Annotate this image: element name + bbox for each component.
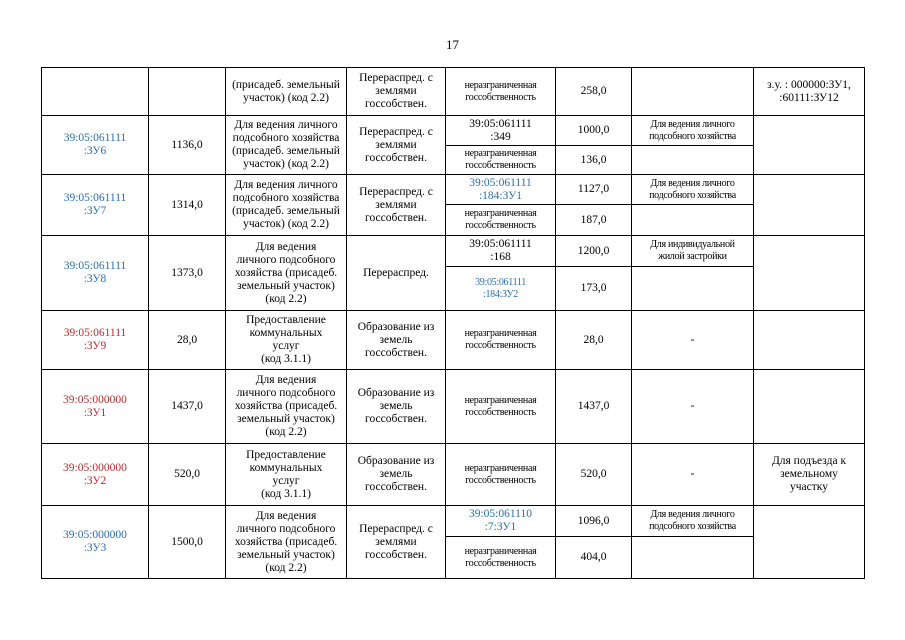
permitted-use-cell: Для ведения личного подсобного хозяйства (присадеб. земельный участок) (код 2.2) <box>226 175 347 236</box>
permitted-use-cell: Предоставление коммунальных услуг (код 3.1.1) <box>226 444 347 506</box>
plot-area-cell: 1500,0 <box>149 506 226 579</box>
formation-method-cell: Перераспред. с землями госсобствен. <box>347 116 446 175</box>
table-row <box>42 236 865 267</box>
note-cell <box>754 506 865 579</box>
source-area-cell: 1096,0 <box>556 506 632 537</box>
page-number: 17 <box>446 37 459 52</box>
note-cell <box>754 175 865 236</box>
source-area-cell: 1000,0 <box>556 116 632 146</box>
table-row <box>42 68 865 116</box>
source-use-cell <box>632 267 754 311</box>
plot-id-cell: 39:05:061111 :ЗУ6 <box>42 116 149 175</box>
permitted-use-cell: Для ведения личного подсобного хозяйства (присадеб. земельный участок) (код 2.2) <box>226 236 347 311</box>
permitted-use-cell: Для ведения личного подсобного хозяйства (присадеб. земельный участок) (код 2.2) <box>226 116 347 175</box>
source-use-cell <box>632 205 754 236</box>
permitted-use-cell: Предоставление коммунальных услуг (код 3.1.1) <box>226 311 347 370</box>
plot-id-cell: 39:05:061111 :ЗУ8 <box>42 236 149 311</box>
source-plot-cell: 39:05:061111 :184:ЗУ2 <box>446 267 556 311</box>
note-cell: з.у. : 000000:ЗУ1, :60111:ЗУ12 <box>754 68 865 116</box>
source-use-cell: - <box>632 444 754 506</box>
source-area-cell: 1127,0 <box>556 175 632 205</box>
plot-area-cell: 1314,0 <box>149 175 226 236</box>
formation-method-cell: Перераспред. с землями госсобствен. <box>347 68 446 116</box>
source-plot-cell: 39:05:061110 :7:ЗУ1 <box>446 506 556 537</box>
table-row <box>42 116 865 146</box>
source-use-cell: Для индивидуальной жилой застройки <box>632 236 754 267</box>
table-row <box>42 444 865 506</box>
formation-method-cell: Перераспред. <box>347 236 446 311</box>
note-cell <box>754 370 865 444</box>
source-use-cell <box>632 146 754 175</box>
plot-id-cell: 39:05:061111 :ЗУ7 <box>42 175 149 236</box>
permitted-use-cell: Для ведения личного подсобного хозяйства (присадеб. земельный участок) (код 2.2) <box>226 370 347 444</box>
source-use-cell: - <box>632 370 754 444</box>
source-plot-cell: 39:05:061111 :184:ЗУ1 <box>446 175 556 205</box>
note-cell <box>754 116 865 175</box>
source-plot-cell: неразграниченная госсобственность <box>446 537 556 579</box>
plot-id-cell: 39:05:000000 :ЗУ2 <box>42 444 149 506</box>
formation-method-cell: Перераспред. с землями госсобствен. <box>347 175 446 236</box>
source-use-cell: Для ведения личного подсобного хозяйства <box>632 116 754 146</box>
source-area-cell: 520,0 <box>556 444 632 506</box>
source-plot-cell: неразграниченная госсобственность <box>446 68 556 116</box>
land-plots-table <box>41 67 865 579</box>
formation-method-cell: Образование из земель госсобствен. <box>347 444 446 506</box>
source-area-cell: 258,0 <box>556 68 632 116</box>
source-area-cell: 1200,0 <box>556 236 632 267</box>
plot-area-cell: 1373,0 <box>149 236 226 311</box>
source-area-cell: 28,0 <box>556 311 632 370</box>
formation-method-cell: Перераспред. с землями госсобствен. <box>347 506 446 579</box>
source-plot-cell: неразграниченная госсобственность <box>446 311 556 370</box>
plot-area-cell <box>149 68 226 116</box>
source-plot-cell: 39:05:061111 :168 <box>446 236 556 267</box>
note-cell <box>754 311 865 370</box>
plot-area-cell: 28,0 <box>149 311 226 370</box>
plot-area-cell: 1437,0 <box>149 370 226 444</box>
table-row <box>42 506 865 537</box>
formation-method-cell: Образование из земель госсобствен. <box>347 370 446 444</box>
note-cell: Для подъезда к земельному участку <box>754 444 865 506</box>
plot-id-cell: 39:05:000000 :ЗУ1 <box>42 370 149 444</box>
table-row <box>42 370 865 444</box>
source-area-cell: 1437,0 <box>556 370 632 444</box>
source-use-cell: Для ведения личного подсобного хозяйства <box>632 175 754 205</box>
source-area-cell: 404,0 <box>556 537 632 579</box>
plot-area-cell: 520,0 <box>149 444 226 506</box>
permitted-use-cell: Для ведения личного подсобного хозяйства (присадеб. земельный участок) (код 2.2) <box>226 506 347 579</box>
source-plot-cell: неразграниченная госсобственность <box>446 205 556 236</box>
plot-id-cell: 39:05:000000 :ЗУ3 <box>42 506 149 579</box>
source-plot-cell: неразграниченная госсобственность <box>446 146 556 175</box>
plot-id-cell: 39:05:061111 :ЗУ9 <box>42 311 149 370</box>
formation-method-cell: Образование из земель госсобствен. <box>347 311 446 370</box>
source-area-cell: 187,0 <box>556 205 632 236</box>
source-area-cell: 173,0 <box>556 267 632 311</box>
source-use-cell <box>632 537 754 579</box>
permitted-use-cell: (присадеб. земельный участок) (код 2.2) <box>226 68 347 116</box>
note-cell <box>754 236 865 311</box>
table-row <box>42 175 865 205</box>
source-area-cell: 136,0 <box>556 146 632 175</box>
source-use-cell <box>632 68 754 116</box>
source-plot-cell: 39:05:061111 :349 <box>446 116 556 146</box>
source-plot-cell: неразграниченная госсобственность <box>446 444 556 506</box>
source-plot-cell: неразграниченная госсобственность <box>446 370 556 444</box>
plot-area-cell: 1136,0 <box>149 116 226 175</box>
plot-id-cell <box>42 68 149 116</box>
source-use-cell: Для ведения личного подсобного хозяйства <box>632 506 754 537</box>
source-use-cell: - <box>632 311 754 370</box>
table-row <box>42 311 865 370</box>
